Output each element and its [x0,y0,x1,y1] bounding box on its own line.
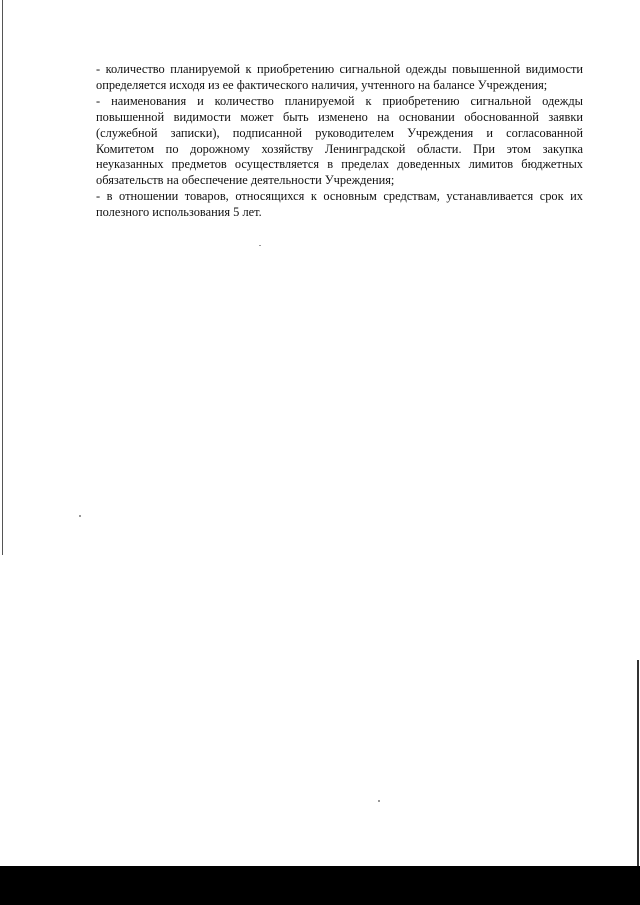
paragraph-change-procedure: - наименования и количество планируемой к приобретению сигнальной одежды повышенной видимости может быть изменено на основании обоснованной заявки (служебной записки), подписанной руководителем Учреждения и согласованной Комитетом по дорожному хозяйству Ленинградской области. При этом закупка неуказанных предметов осуществляется в пределах доведенных лимитов бюджетных обязательств на обеспечение деятельности Учреждения; [96,93,583,188]
scan-edge-left [2,0,3,555]
paragraph-useful-life: - в отношении товаров, относящихся к основным средствам, устанавливается срок их полезного использования 5 лет. [96,189,583,220]
scan-band-bottom [0,866,640,905]
scan-edge-right [637,660,639,880]
scan-speck [378,800,380,802]
scan-speck [79,515,81,517]
scan-speck [259,245,261,246]
paragraph-quantity: - количество планируемой к приобретению сигнальной одежды повышенной видимости определяется исходя из ее фактического наличия, учтенного на балансе Учреждения; [96,62,583,92]
document-body [96,62,583,221]
